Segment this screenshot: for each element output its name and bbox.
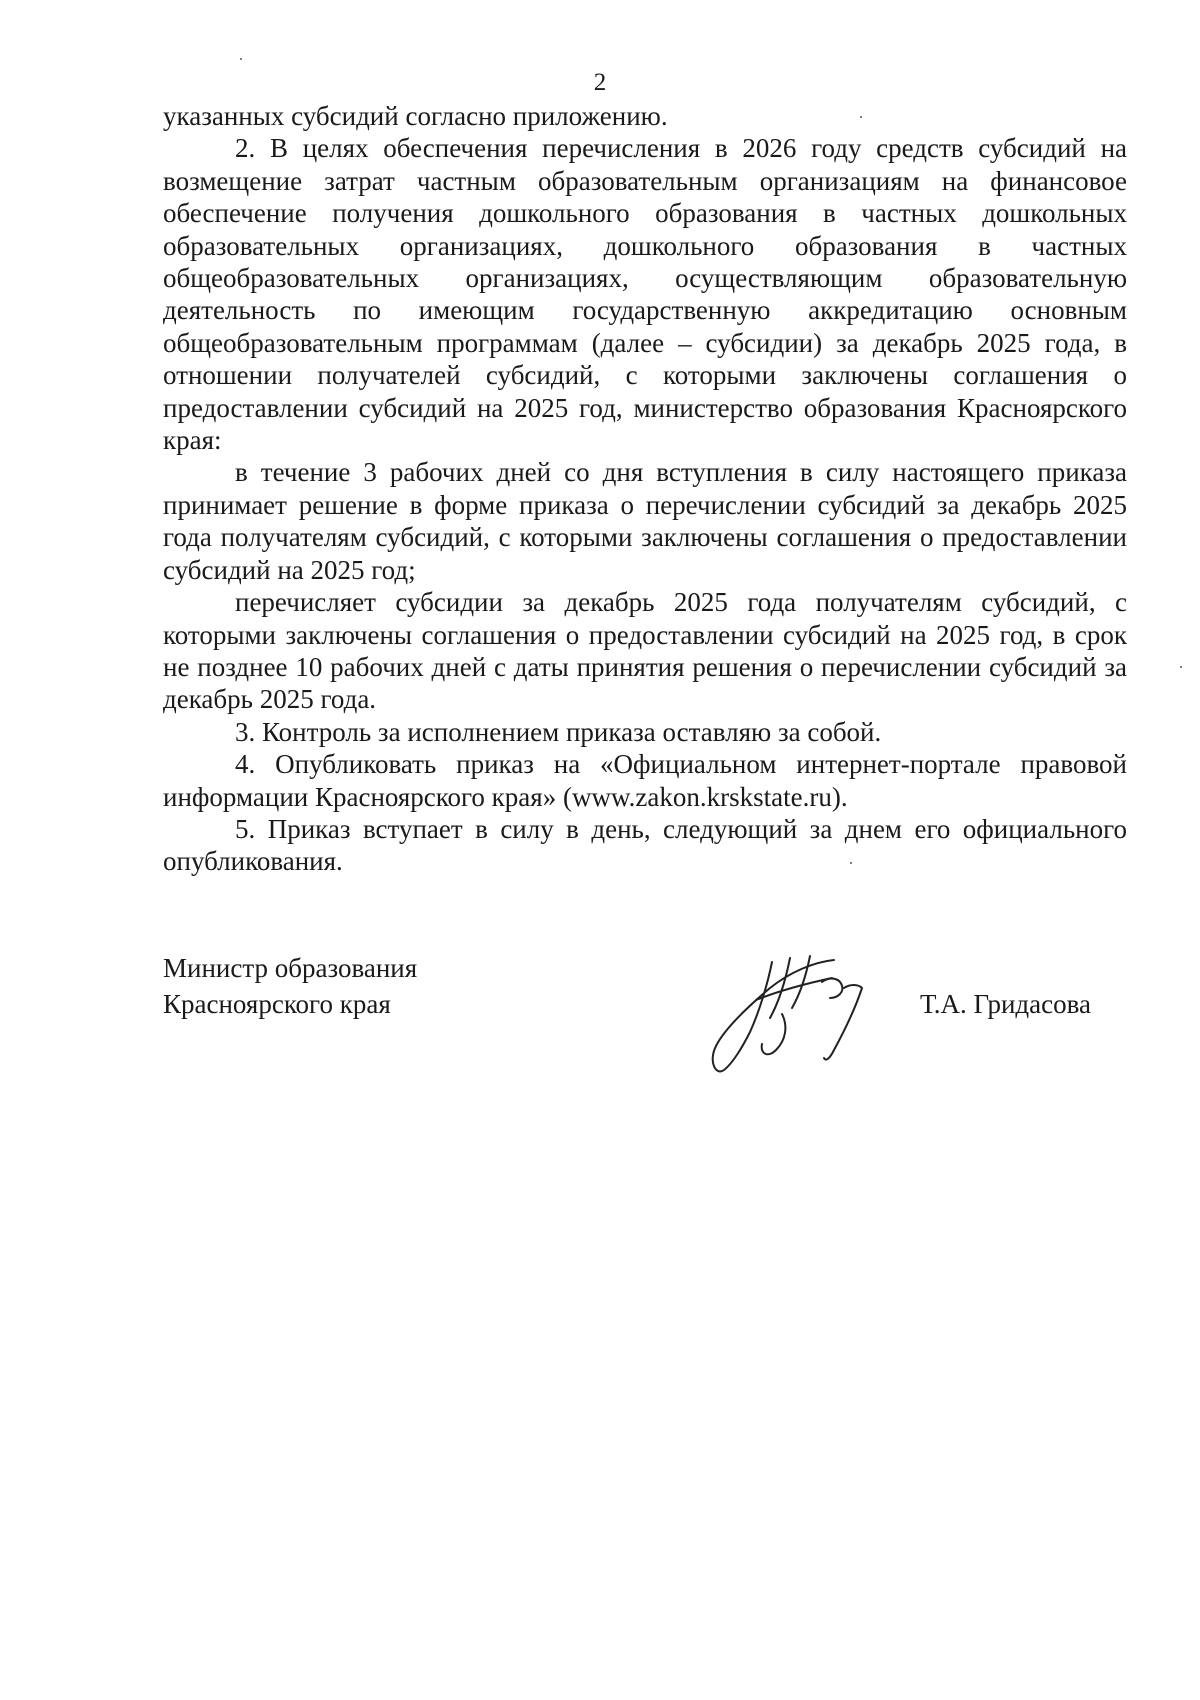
paragraph-item-2: 2. В целях обеспечения перечисления в 2026 году средств субсидий на возмещение затрат частным образовательным организациям на финансовое обеспечение получения дошкольного образования в частных дошкольных образовательных организациях, дошкольного образования в частных общеобразовательных организациях, осуществляющим образовательную деятельность по имеющим государственную аккредитацию основным общеобразовательным программам (далее – субсидии) за декабрь 2025 года, в отношении получателей субсидий, с которыми заключены соглашения о предоставлении субсидий на 2025 год, министерство образования Красноярского края: [163,133,1127,456]
paragraph-item-2-transfer: перечисляет субсидии за декабрь 2025 года получателям субсидий, с которыми заключены соглашения о предоставлении субсидий на 2025 год, в срок не позднее 10 рабочих дней с даты принятия решения о перечислении субсидий за декабрь 2025 года. [163,587,1127,715]
paragraph-item-3: 3. Контроль за исполнением приказа оставляю за собой. [235,716,882,747]
signatory-name: Т.А. Гридасова [920,989,1091,1019]
paragraph-item-4: 4. Опубликовать приказ на «Официальном интернет-портале правовой информации Красноярского края» (www.zakon.krskstate.ru). [163,749,1127,812]
scan-speck [1180,666,1182,668]
document-body [163,100,1127,878]
scan-speck [240,58,242,60]
signatory-position [163,950,417,1022]
paragraph-item-2-decision: в течение 3 рабочих дней со дня вступления в силу настоящего приказа принимает решение в форме приказа о перечислении субсидий за декабрь 2025 года получателям субсидий, с которыми заключены соглашения о предоставлении субсидий на 2025 год; [163,457,1127,585]
scan-speck [860,116,862,118]
signatory-position-line2: Красноярского края [163,989,391,1019]
paragraph-item-5: 5. Приказ вступает в силу в день, следующий за днем его официального опубликования. [163,813,1127,877]
signatory-position-line1: Министр образования [163,953,418,983]
handwritten-signature [710,948,880,1076]
paragraph-continuation: указанных субсидий согласно приложению. [163,101,668,131]
scan-speck [850,862,852,864]
page-number: 2 [593,69,607,96]
